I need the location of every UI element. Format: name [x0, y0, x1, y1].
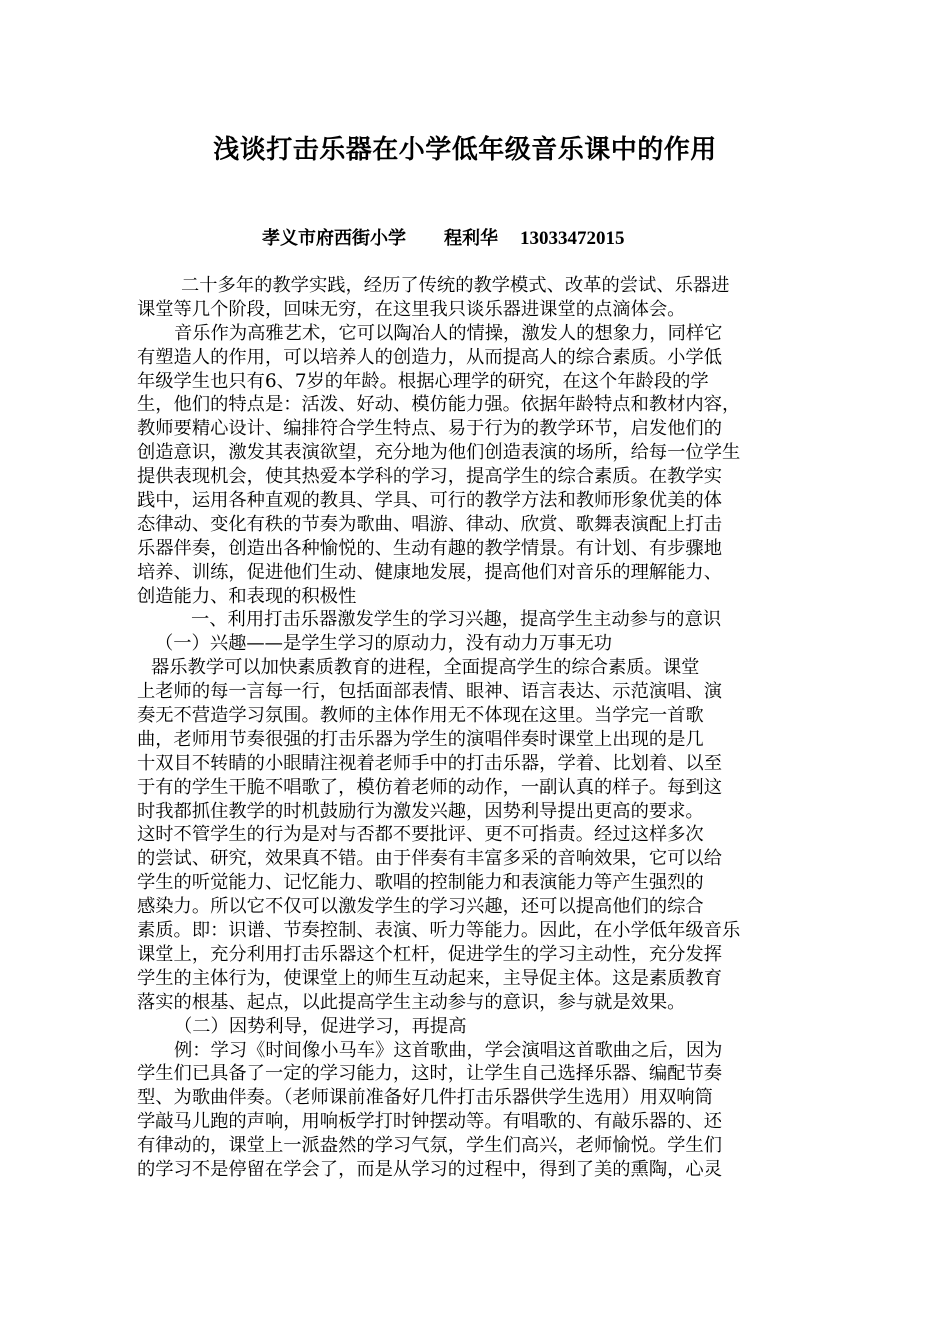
text-line: 学生的听觉能力、记忆能力、歌唱的控制能力和表演能力等产生强烈的: [137, 872, 704, 894]
text-line: 型、为歌曲伴奏。（老师课前准备好几件打击乐器供学生选用）用双响筒: [137, 1087, 713, 1109]
text-line: 学生们已具备了一定的学习能力，这时，让学生自己选择乐器、编配节奏: [137, 1063, 722, 1085]
text-line: 学敲马儿跑的声响，用响板学打时钟摆动等。有唱歌的、有敲乐器的、还: [137, 1111, 722, 1133]
subsection-heading: （二）因势利导，促进学习，再提高: [174, 1015, 467, 1037]
text-line: 例：学习《时间像小马车》这首歌曲，学会演唱这首歌曲之后，因为: [174, 1039, 723, 1061]
text-line: 时我都抓住教学的时机鼓励行为激发兴趣，因势利导提出更高的要求。: [137, 800, 704, 822]
section-heading: 一、利用打击乐器激发学生的学习兴趣，提高学生主动参与的意识: [191, 609, 722, 631]
text-line: 培养、训练，促进他们生动、健康地发展，提高他们对音乐的理解能力、: [137, 561, 722, 583]
text-line: 创造能力、和表现的积极性: [137, 585, 357, 607]
text-line: 奏无不营造学习氛围。教师的主体作用无不体现在这里。当学完一首歌: [137, 705, 704, 727]
text-line: 十双目不转睛的小眼睛注视着老师手中的打击乐器，学着、比划着、以至: [137, 752, 722, 774]
text-line: 落实的根基、起点，以此提高学生主动参与的意识，参与就是效果。: [137, 991, 686, 1013]
text-line: 的学习不是停留在学会了，而是从学习的过程中，得到了美的熏陶，心灵: [137, 1158, 722, 1180]
text-line: 践中，运用各种直观的教具、学具、可行的教学方法和教师形象优美的体: [137, 490, 722, 512]
document-title: 浅谈打击乐器在小学低年级音乐课中的作用: [213, 135, 717, 165]
text-line: 年级学生也只有6、7岁的年龄。根据心理学的研究，在这个年龄段的学: [137, 370, 709, 392]
text-line: 的尝试、研究，效果真不错。由于伴奏有丰富多采的音响效果，它可以给: [137, 848, 722, 870]
text-line: 生，他们的特点是：活泼、好动、模仿能力强。依据年龄特点和教材内容，: [137, 394, 741, 416]
text-line: 音乐作为高雅艺术，它可以陶冶人的情操，激发人的想象力，同样它: [174, 322, 723, 344]
text-line: 于有的学生干脆不唱歌了，模仿着老师的动作，一副认真的样子。每到这: [137, 776, 722, 798]
text-line: 素质。即：识谱、节奏控制、表演、听力等能力。因此，在小学低年级音乐: [137, 920, 741, 942]
text-line: 态律动、变化有秩的节奏为歌曲、唱游、律动、欣赏、歌舞表演配上打击: [137, 513, 722, 535]
text-line: 这时不管学生的行为是对与否都不要批评、更不可指责。经过这样多次: [137, 824, 704, 846]
text-line: 上老师的每一言每一行，包括面部表情、眼神、语言表达、示范演唱、演: [137, 681, 722, 703]
text-line: 曲，老师用节奏很强的打击乐器为学生的演唱伴奏时课堂上出现的是几: [137, 728, 704, 750]
subsection-heading: （一）兴趣——是学生学习的原动力，没有动力万事无功: [155, 633, 613, 655]
text-line: 课堂上，充分利用打击乐器这个杠杆，促进学生的学习主动性，充分发挥: [137, 943, 722, 965]
text-line: 器乐教学可以加快素质教育的进程，全面提高学生的综合素质。课堂: [151, 657, 700, 679]
byline-school: 孝义市府西街小学: [262, 228, 406, 249]
text-line: 感染力。所以它不仅可以激发学生的学习兴趣，还可以提高他们的综合: [137, 896, 704, 918]
text-line: 课堂等几个阶段，回味无穷，在这里我只谈乐器进课堂的点滴体会。: [137, 298, 686, 320]
byline-phone: 13033472015: [520, 228, 625, 249]
text-line: 教师要精心设计、编排符合学生特点、易于行为的教学环节，启发他们的: [137, 418, 722, 440]
text-line: 二十多年的教学实践，经历了传统的教学模式、改革的尝试、乐器进: [181, 275, 730, 296]
byline-author: 程利华: [444, 228, 498, 249]
text-line: 提供表现机会，使其热爱本学科的学习，提高学生的综合素质。在教学实: [137, 466, 722, 488]
text-line: 乐器伴奏，创造出各种愉悦的、生动有趣的教学情景。有计划、有步骤地: [137, 537, 722, 559]
article-body: [137, 274, 827, 1182]
text-line: 有律动的，课堂上一派盎然的学习气氛，学生们高兴，老师愉悦。学生们: [137, 1135, 722, 1157]
text-line: 有塑造人的作用，可以培养人的创造力，从而提高人的综合素质。小学低: [137, 346, 722, 368]
text-line: 创造意识，激发其表演欲望，充分地为他们创造表演的场所，给每一位学生: [137, 442, 741, 464]
byline: [262, 227, 625, 251]
text-line: 学生的主体行为，使课堂上的师生互动起来，主导促主体。这是素质教育: [137, 967, 722, 989]
